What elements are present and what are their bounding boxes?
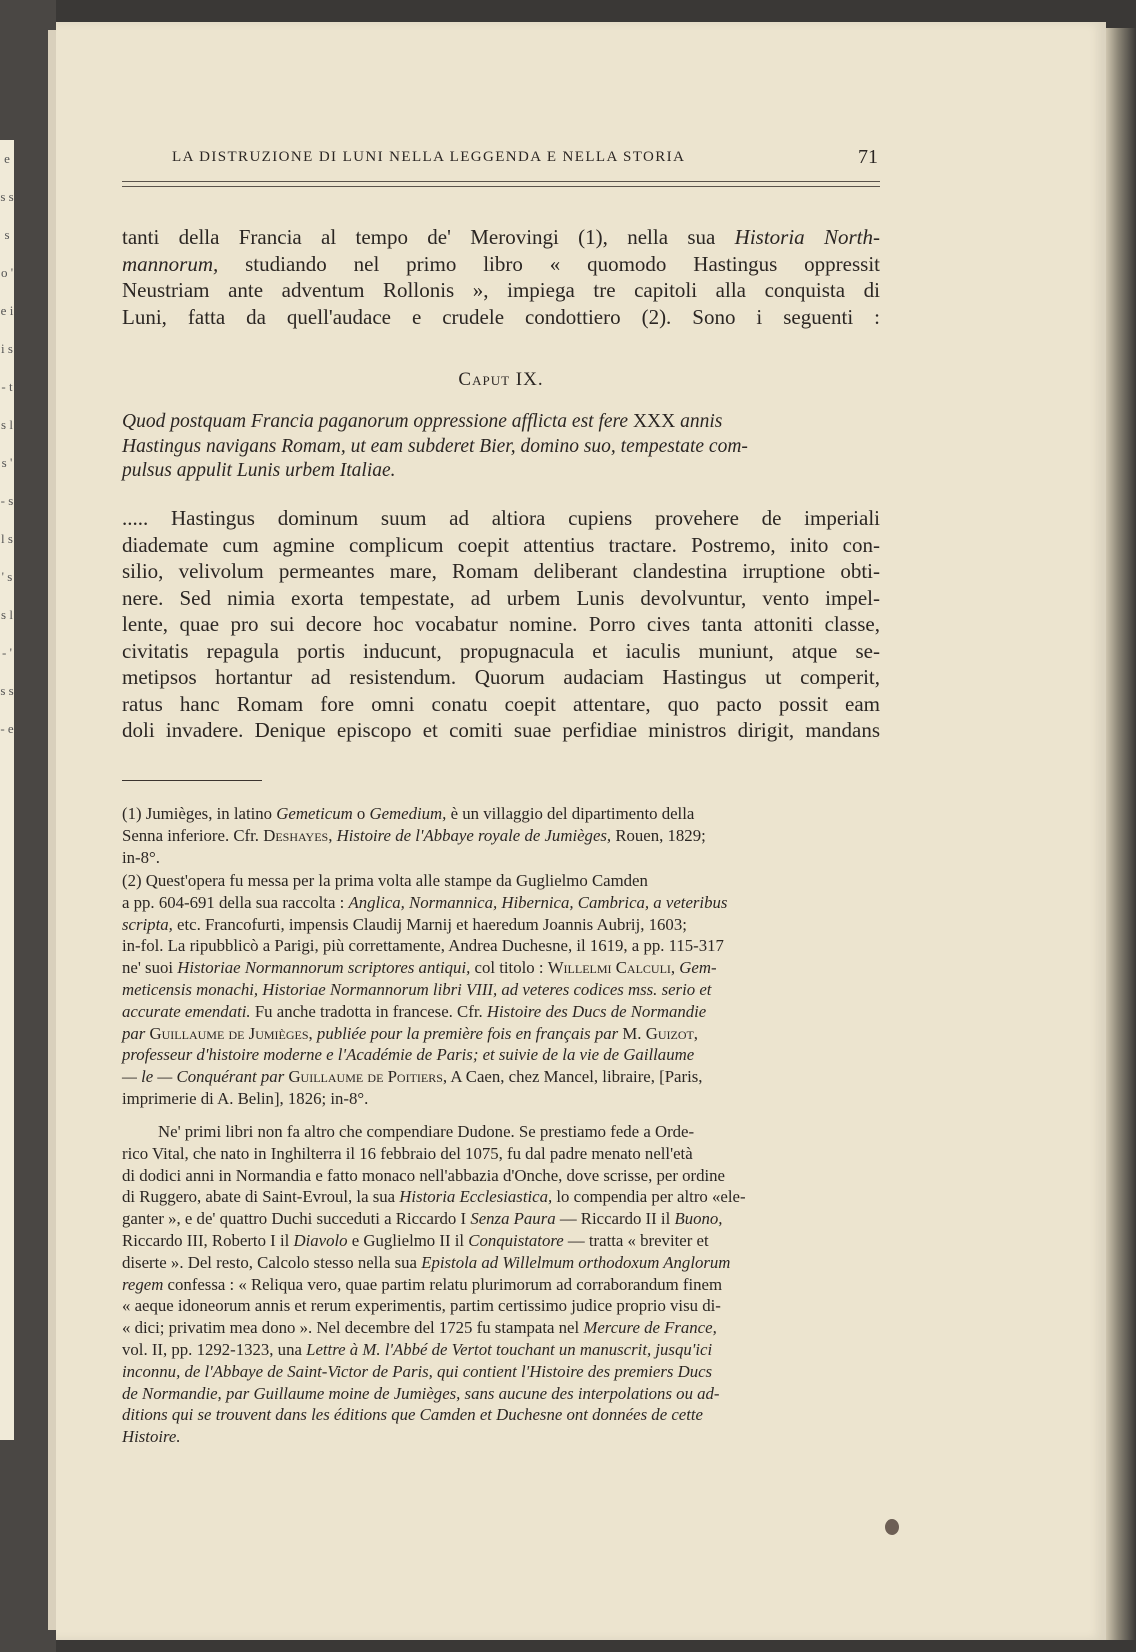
footnote-1: (1) Jumièges, in latino Gemeticum o Gemedium, è un villaggio del dipartimento della Senna inferiore. Cfr. Deshayes, Histoire de l'Abbaye royale de Jumièges, Rouen, 1829; in-8°.	[122, 804, 706, 867]
running-title: LA DISTRUZIONE DI LUNI NELLA LEGGENDA E NELLA STORIA	[172, 149, 686, 165]
header-rule-thin	[122, 186, 880, 187]
chapter-heading: Caput IX.	[458, 369, 544, 390]
footnote-rule	[122, 780, 262, 781]
facing-page-margin: e s s s o ' e i i s - t s l s ' - s l s ' s s l - ' s s - e	[0, 140, 14, 1440]
footnote-2-continued: Ne' primi libri non fa altro che compendiare Dudone. Se prestiamo fede a Orde- rico Vital, che nato in Inghilterra il 16 febbraio del 1075, fu dal padre menato nell'età di dodici anni in Normandia e fatto monaco nell'abbazia d'Onche, dove scrisse, per ordine di Ruggero, abate di Saint-Evroul, la sua Historia Ecclesiastica, lo compendia per altro «ele- ganter », e de' quattro Duchi succeduti a Riccardo I Senza Paura — Riccardo II il Buono, Riccardo III, Roberto I il Diavolo e Guglielmo II il Conquistatore — tratta « breviter et diserte ». Del resto, Calcolo stesso nella sua Epistola ad Willelmum orthodoxum Anglorum regem confessa : « Reliqua vero, quae partim relatu plurimorum ad corraborandum finem « aeque idoneorum annis et rerum experimentis, partim certissimo judice proprio visu di- « dici; privatim mea dono ». Nel decembre del 1725 fu stampata nel Mercure de France, vol. II, pp. 1292-1323, una Lettre à M. l'Abbé de Vertot touchant un manuscrit, jusqu'ici inconnu, de l'Abbaye de Saint-Victor de Paris, qui contient l'Histoire des premiers Ducs de Normandie, par Guillaume moine de Jumièges, sans aucune des interpolations ou ad- ditions qui se trouvent dans les éditions que Camden et Duchesne ont données de cette Histoire.	[122, 1122, 746, 1447]
page-edge-right	[1106, 28, 1136, 1640]
chapter-summary: Quod postquam Francia paganorum oppressione afflicta est fere XXX annis Hastingus navigans Romam, ut eam subderet Bier, domino suo, tempestate com- pulsus appulit Lunis urbem Italiae.	[122, 411, 748, 481]
header-rule	[122, 181, 880, 182]
intro-paragraph: tanti della Francia al tempo de' Merovingi (1), nella sua Historia North- mannorum, studiando nel primo libro « quomodo Hastingus oppressit Neustriam ante adventum Rollonis », impiega tre capitoli alla conquista di Luni, fatta da quell'audace e crudele condottiero (2). Sono i seguenti :	[122, 225, 880, 329]
book-cover-left	[0, 0, 56, 1652]
latin-passage: ..... Hastingus dominum suum ad altiora cupiens provehere de imperiali diademate cum agmine complicum coepit attentius tractare. Postremo, inito con- silio, velivolum permeantes mare, Romam deliberant clandestina irruptione obti- nere. Sed nimia exorta tempestate, ad urbem Lunis devolvuntur, vento impel- lente, quae pro sui decore hoc vocabatur nomine. Porro cives tanta attoniti classe, civitatis repagula portis inducunt, propugnacula et iaculis muniunt, atque se- metipsos hortantur ad resistendum. Quorum audaciam Hastingus ut comperit, ratus hanc Romam fore omni conatu coepit attentare, quo pacto possit eam doli invadere. Denique episcopo et comiti suae perfidiae ministros dirigit, mandans	[122, 506, 880, 742]
ink-stain	[885, 1519, 899, 1535]
page-number: 71	[858, 146, 878, 168]
footnote-2: (2) Quest'opera fu messa per la prima volta alle stampe da Guglielmo Camden a pp. 604-691 della sua raccolta : Anglica, Normannica, Hibernica, Cambrica, a veteribus scripta, etc. Francofurti, impensis Claudij Marnij et haeredum Joannis Aubrij, 1603; in-fol. La ripubblicò a Parigi, più correttamente, Andrea Duchesne, il 1619, a pp. 115-317 ne' suoi Historiae Normannorum scriptores antiqui, col titolo : Willelmi Calculi, Gem- meticensis monachi, Historiae Normannorum libri VIII, ad veteres codices mss. serio et accurate emendati. Fu anche tradotta in francese. Cfr. Histoire des Ducs de Normandie par Guillaume de Jumièges, publiée pour la première fois en français par M. Guizot, professeur d'histoire moderne e l'Académie de Paris; et suivie de la vie de Gaillaume — le — Conquérant par Guillaume de Poitiers, A Caen, chez Mancel, libraire, [Paris, imprimerie di A. Belin], 1826; in-8°.	[122, 871, 728, 1108]
page-edge-left	[48, 30, 56, 1630]
